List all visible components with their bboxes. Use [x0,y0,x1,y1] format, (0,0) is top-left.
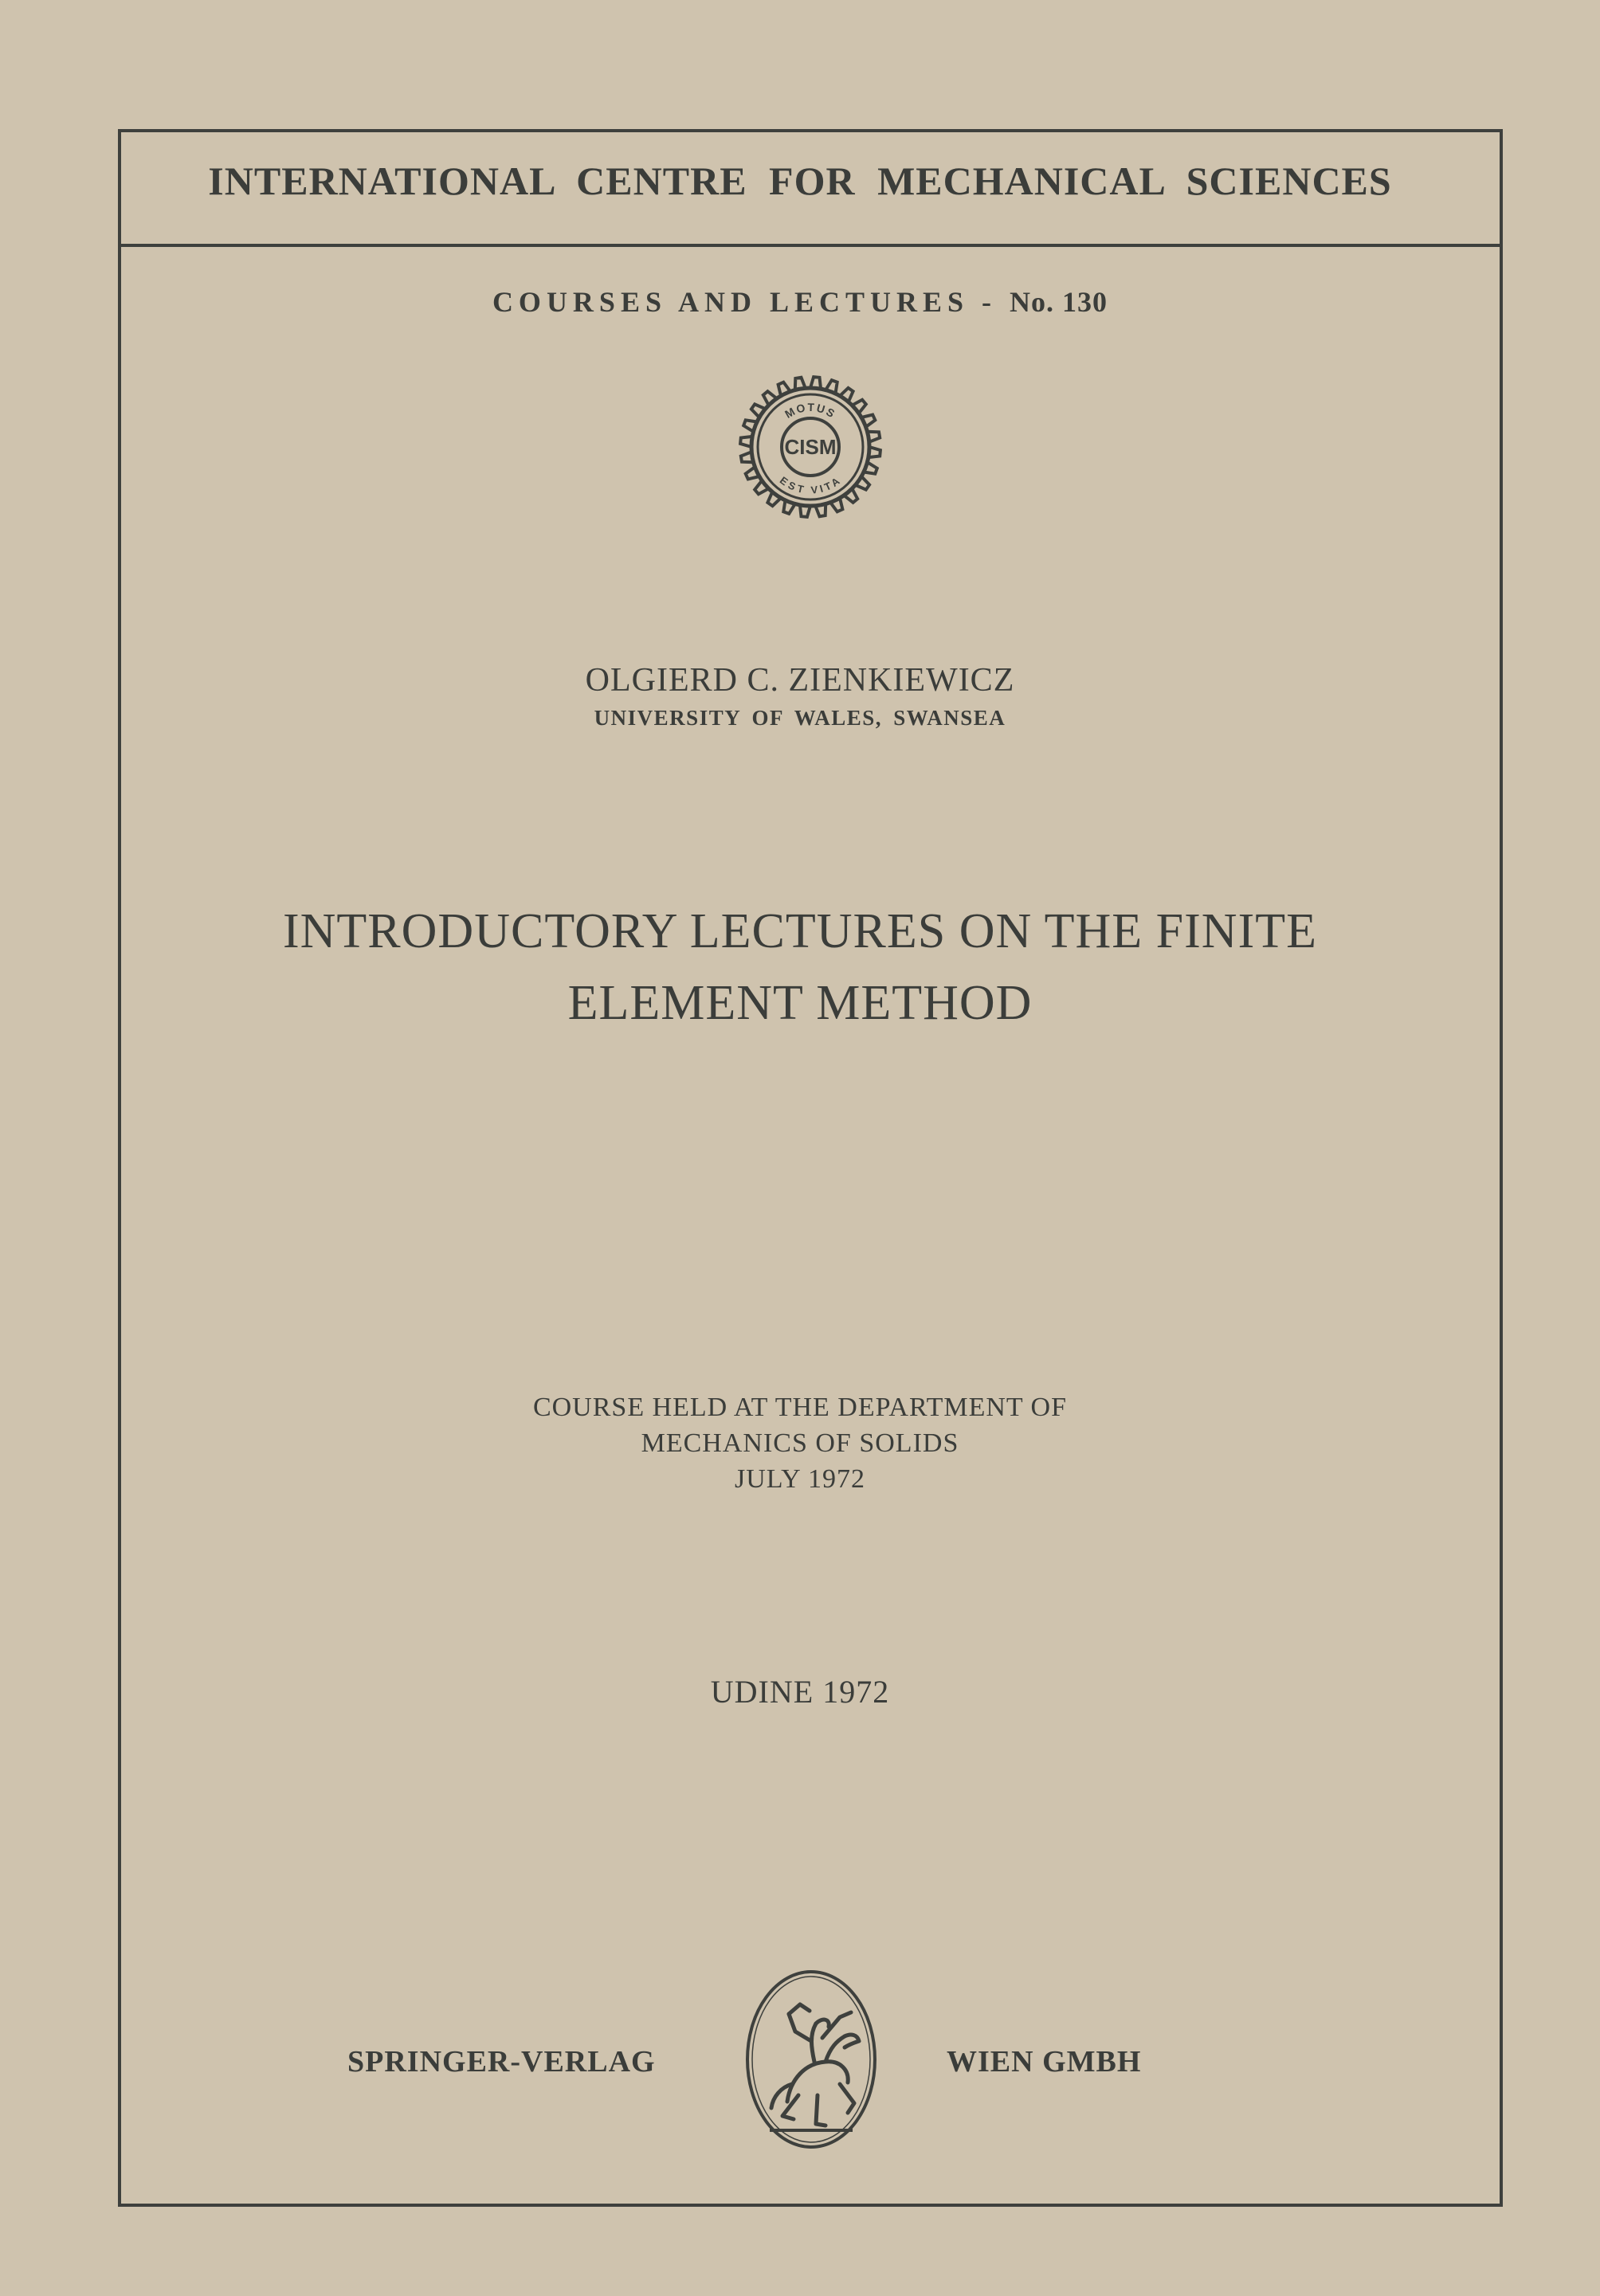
publication-place: UDINE 1972 [710,1674,890,1710]
organization-title: INTERNATIONAL CENTRE FOR MECHANICAL SCIENCES [208,159,1392,203]
series-label: COURSES AND LECTURES - [492,286,998,318]
cism-center-text: CISM [784,435,837,459]
cism-top-text: MOTUS [782,400,839,421]
book-title [0,895,1600,1039]
publisher-location: WIEN GMBH [947,2045,1142,2079]
course-info [0,1389,1600,1497]
course-line3: JULY 1972 [735,1464,865,1494]
course-line2: MECHANICS OF SOLIDS [641,1428,959,1458]
series-number: No. 130 [1010,286,1108,318]
publisher-name: SPRINGER-VERLAG [347,2045,656,2079]
cism-bottom-text: EST VITA [777,474,844,496]
author-name: OLGIERD C. ZIENKIEWICZ [585,662,1015,699]
svg-text:EST VITA [778,474,843,496]
book-title-line1: INTRODUCTORY LECTURES ON THE FINITE [283,904,1317,958]
springer-horse-icon [743,1968,880,2151]
author-affiliation: UNIVERSITY OF WALES, SWANSEA [594,706,1006,730]
course-line1: COURSE HELD AT THE DEPARTMENT OF [532,1393,1068,1422]
gear-seal-icon [735,371,886,523]
book-title-line2: ELEMENT METHOD [567,976,1033,1030]
series-line [0,285,1600,319]
